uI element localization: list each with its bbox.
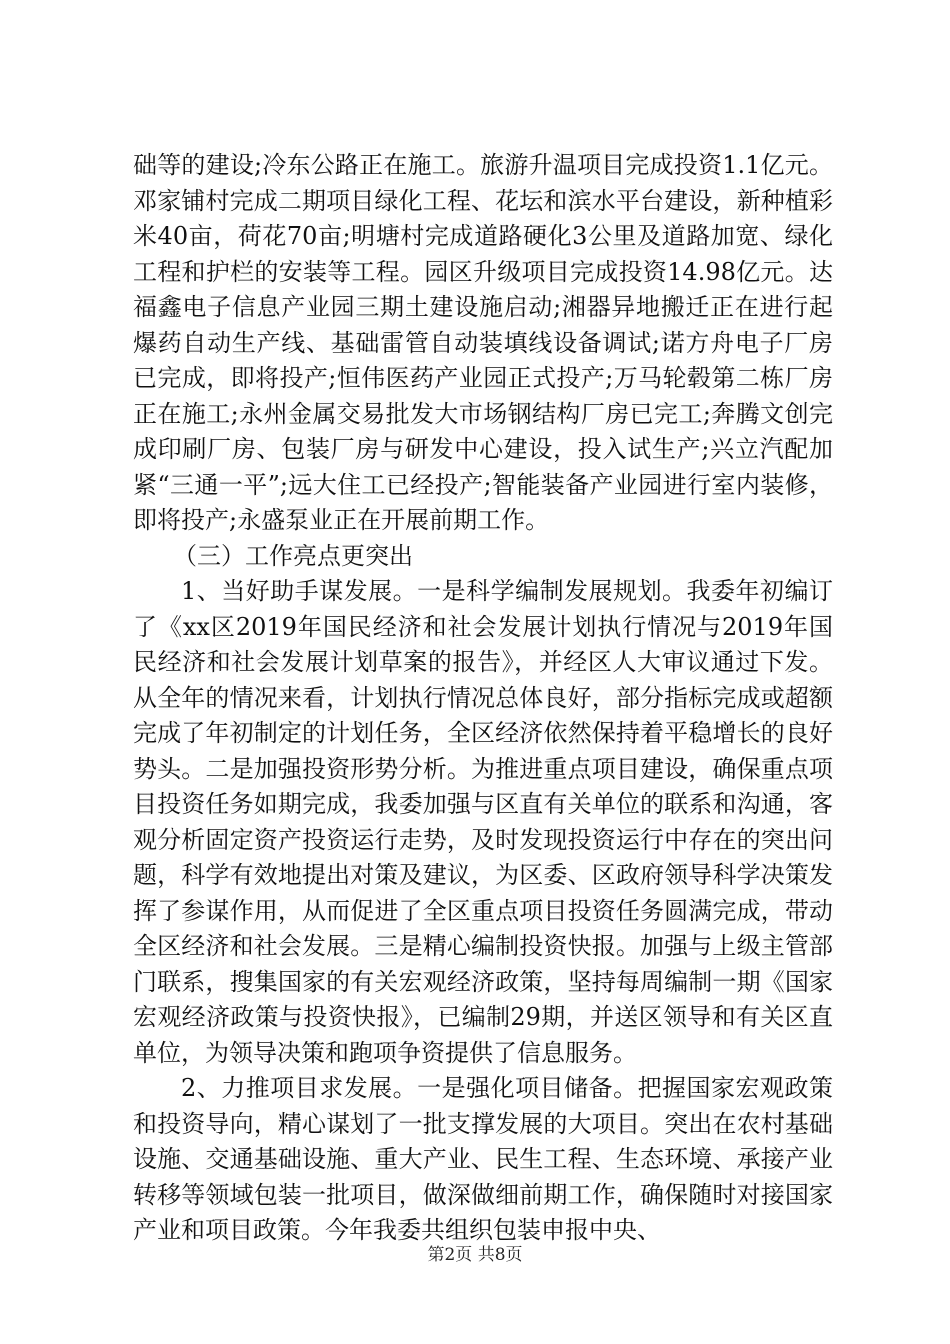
paragraph-project-progress: 础等的建设;冷东公路正在施工。旅游升温项目完成投资1.1亿元。邓家铺村完成二期项目绿化工程、花坛和滨水平台建设，新种植彩米40亩，荷花70亩;明塘村完成道路硬化3公里及道路加宽、绿化工程和护栏的安装等工程。园区升级项目完成投资14.98亿元。达福鑫电子信息产业园三期土建设施启动;湘器异地搬迁正在进行起爆药自动生产线、基础雷管自动装填线设备调试;诺方舟电子厂房已完成，即将投产;恒伟医药产业园正式投产;万马轮毂第二栋厂房正在施工;永州金属交易批发大市场钢结构厂房已完工;奔腾文创完成印刷厂房、包装厂房与研发中心建设，投入试生产;兴立汽配加紧“三通一平”;远大住工已经投产;智能装备产业园进行室内装修，即将投产;永盛泵业正在开展前期工作。 [133, 151, 833, 534]
paragraph-assistant-development: 1、当好助手谋发展。一是科学编制发展规划。我委年初编订了《xx区2019年国民经济和社会发展计划执行情况与2019年国民经济和社会发展计划草案的报告》，并经区人大审议通过下发。从全年的情况来看，计划执行情况总体良好，部分指标完成或超额完成了年初制定的计划任务，全区经济依然保持着平稳增长的良好势头。二是加强投资形势分析。为推进重点项目建设，确保重点项目投资任务如期完成，我委加强与区直有关单位的联系和沟通，客观分析固定资产投资运行走势，及时发现投资运行中存在的突出问题，科学有效地提出对策及建议，为区委、区政府领导科学决策发挥了参谋作用，从而促进了全区重点项目投资任务圆满完成，带动全区经济和社会发展。三是精心编制投资快报。加强与上级主管部门联系，搜集国家的有关宏观经济政策，坚持每周编制一期《国家宏观经济政策与投资快报》，已编制29期，并送区领导和有关区直单位，为领导决策和跑项争资提供了信息服务。 [133, 577, 833, 1067]
page-footer: 第2页 共8页 [427, 1245, 523, 1265]
paragraph-project-promotion: 2、力推项目求发展。一是强化项目储备。把握国家宏观政策和投资导向，精心谋划了一批支撑发展的大项目。突出在农村基础设施、交通基础设施、重大产业、民生工程、生态环境、承接产业转移等领域包装一批项目，做深做细前期工作，确保随时对接国家产业和项目政策。今年我委共组织包装申报中央、 [133, 1074, 833, 1244]
section-heading-highlights: （三）工作亮点更突出 [173, 541, 413, 570]
document-body [133, 148, 833, 1249]
